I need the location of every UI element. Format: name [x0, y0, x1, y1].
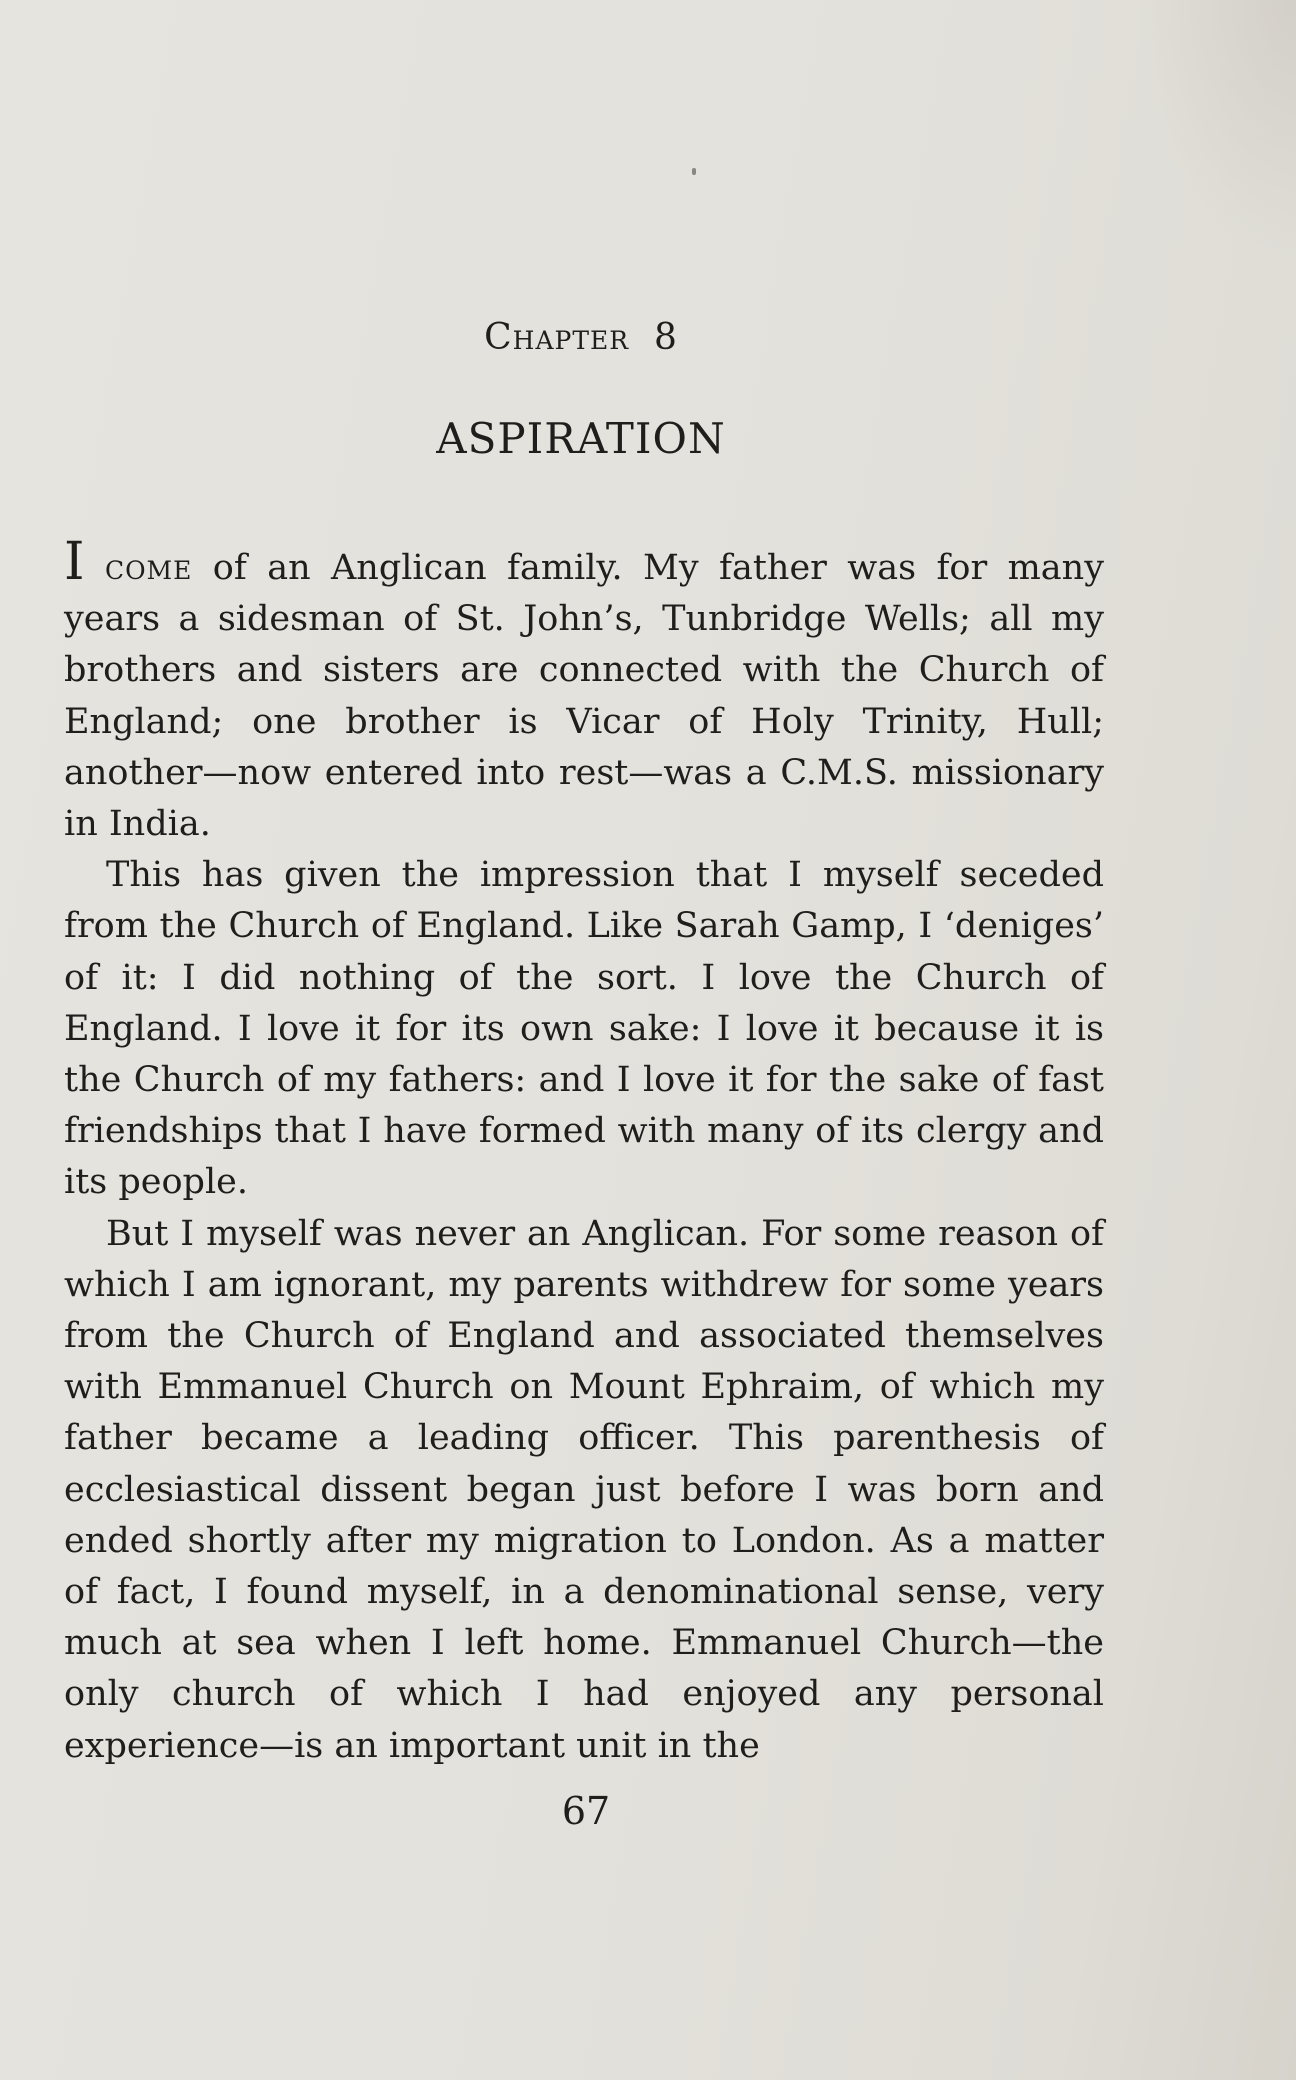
paragraph-text: of an Anglican family. My father was for many years a sidesman of St. John’s, Tunbridge Wells; all my brothers and sisters are connected with the Church of England; one brother is Vicar of Holy Trinity, Hull; another—now entered into rest—was a C.M.S. missionary in India. — [64, 548, 1104, 845]
paragraph-3: But I myself was never an Anglican. For some reason of which I am ignorant, my parents withdrew for some years from the Church of England and associated themselves with Emmanuel Church on Mount Ephraim, of which my father became a leading officer. This parenthesis of ecclesiastical dissent began just before I was born and ended shortly after my migration to London. As a matter of fact, I found myself, in a denominational sense, very much at sea when I left home. Emmanuel Church—the only church of which I had enjoyed any personal experience—is an important unit in the — [64, 1213, 1104, 1766]
chapter-word: Chapter — [484, 317, 630, 358]
chapter-number: 8 — [653, 317, 678, 358]
paper-speck — [692, 168, 696, 175]
paragraph-2: This has given the impression that I myself seceded from the Church of England. Like Sarah Gamp, I ‘deniges’ of it: I did nothing of the sort. I love the Church of England. I love it for its own sake: I love it because it is the Church of my fathers: and I love it for the sake of fast friendships that I have formed with many of its clergy and its people. — [64, 855, 1104, 1203]
page-number: 67 — [561, 1789, 611, 1833]
paper-shadow — [1136, 0, 1296, 260]
initial-letter: I — [64, 532, 85, 592]
body-text — [64, 532, 1104, 1772]
paragraph-1 — [64, 532, 1104, 850]
chapter-title: ASPIRATION — [436, 414, 726, 463]
chapter-heading — [0, 316, 1162, 360]
opening-word: come — [104, 548, 193, 588]
